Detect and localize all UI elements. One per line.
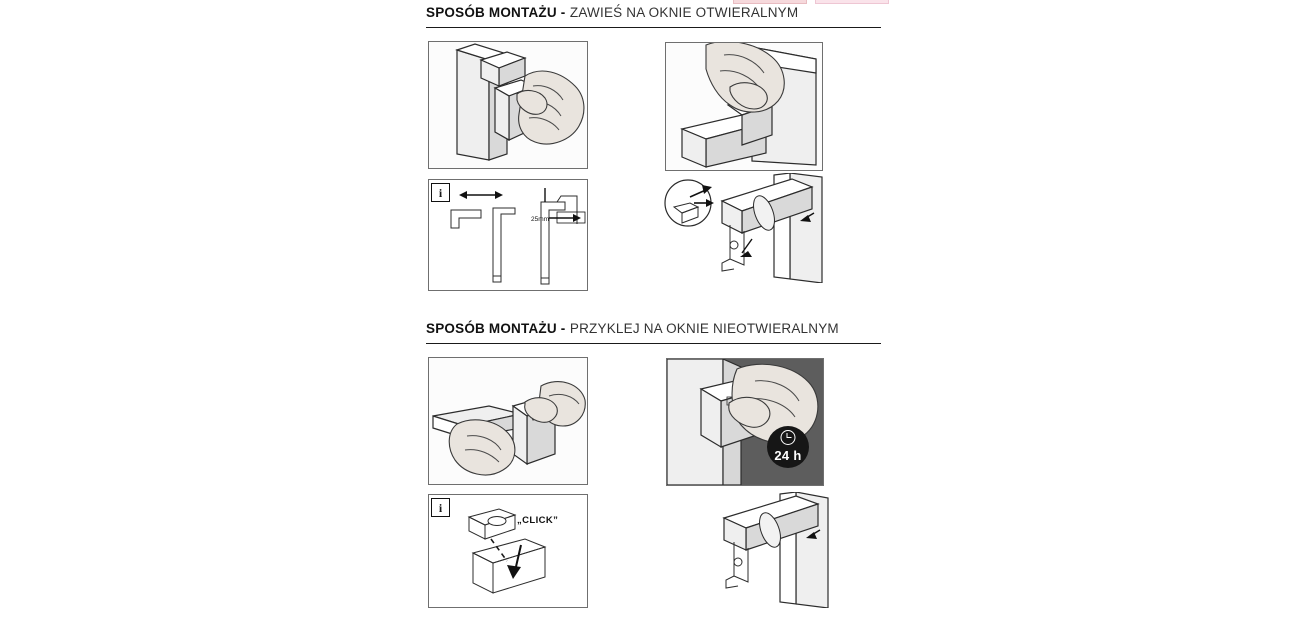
fig-glue-rail-detail bbox=[700, 492, 830, 608]
badge-24h bbox=[767, 426, 809, 468]
fig-hang-info-dimensions bbox=[428, 179, 588, 291]
fig-glue-info-click bbox=[428, 494, 588, 608]
section-1-heading-strong: SPOSÓB MONTAŻU - bbox=[426, 5, 566, 20]
fig-hang-bracket-on-sash-drawing bbox=[666, 43, 822, 170]
clock-icon bbox=[781, 430, 796, 445]
fig-glue-rail-detail-drawing bbox=[700, 492, 830, 608]
info-icon bbox=[431, 183, 450, 202]
fig-glue-info-click-drawing bbox=[429, 495, 587, 607]
fig-glue-press-bracket bbox=[666, 358, 824, 486]
section-2-heading-strong: SPOSÓB MONTAŻU - bbox=[426, 321, 566, 336]
info-icon-2-letter: i bbox=[438, 500, 443, 515]
section-2-heading bbox=[426, 320, 881, 344]
section-2-heading-rest: PRZYKLEJ NA OKNIE NIEOTWIERALNYM bbox=[569, 321, 839, 336]
fig-glue-peel-tape bbox=[428, 357, 588, 485]
fig-hang-rail-detail bbox=[664, 173, 824, 283]
fig-hang-rail-detail-drawing bbox=[664, 173, 824, 283]
badge-24h-label: 24 h bbox=[774, 448, 802, 463]
fig-hang-info-dimensions-drawing bbox=[429, 180, 587, 290]
info-icon-2 bbox=[431, 498, 450, 517]
click-label: „CLICK” bbox=[517, 515, 559, 526]
fig-hang-bracket-clip-drawing bbox=[429, 42, 587, 168]
fig-glue-press-bracket-drawing bbox=[667, 359, 823, 485]
fig-glue-peel-tape-drawing bbox=[429, 358, 587, 484]
fig-hang-bracket-on-sash bbox=[665, 42, 823, 171]
fig-hang-bracket-clip bbox=[428, 41, 588, 169]
info-icon-letter: i bbox=[438, 185, 443, 200]
section-1-heading-rest: ZAWIEŚ NA OKNIE OTWIERALNYM bbox=[569, 5, 799, 20]
dimension-label-25mm: 25mm bbox=[531, 216, 550, 223]
section-1-heading bbox=[426, 4, 881, 28]
